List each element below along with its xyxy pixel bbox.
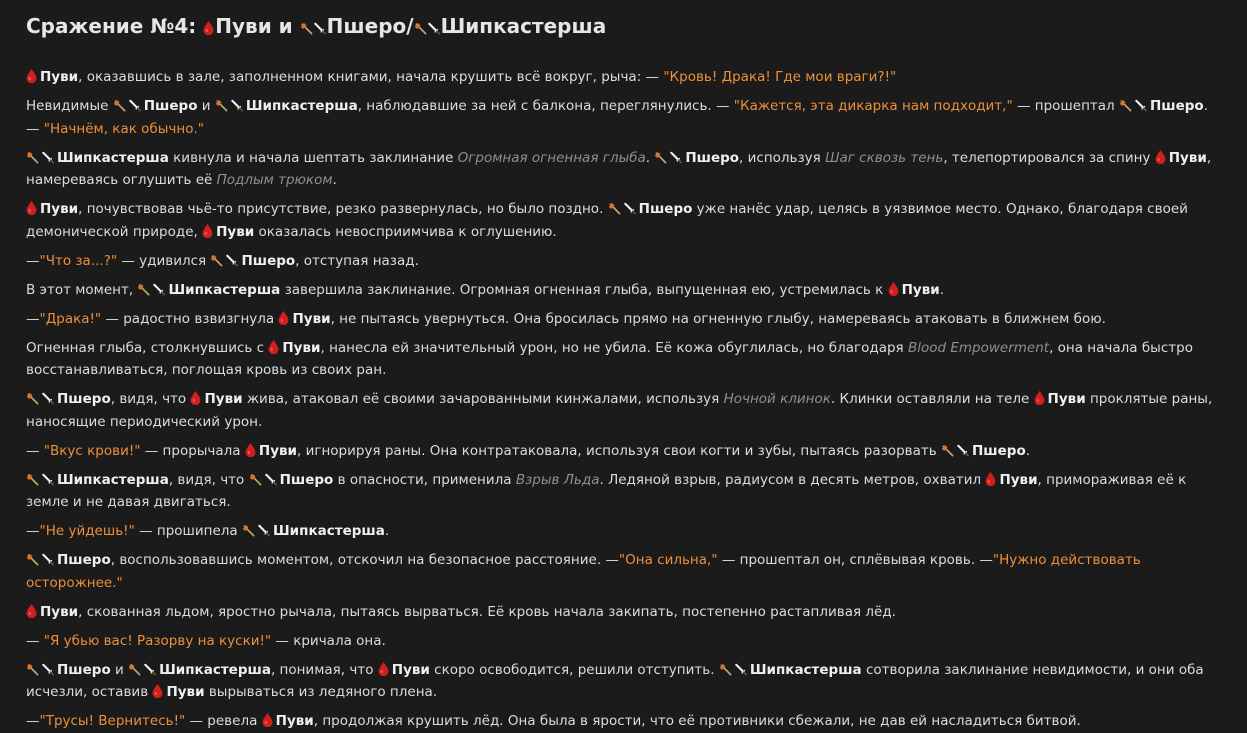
name-puvi: Пуви xyxy=(216,223,255,240)
dagger-icon xyxy=(42,473,54,486)
text: , воспользовавшись моментом, отскочил на безопасное расстояние. — xyxy=(110,552,619,568)
axe-icon xyxy=(300,14,313,42)
dagger-icon xyxy=(231,99,243,112)
text: сотворила заклинание невидимости, и они оба исчезли, оставив xyxy=(26,661,1204,700)
text: — xyxy=(26,713,40,729)
name-pshero: Пшеро xyxy=(241,252,296,269)
name-shipkasterha: Шипкастерша xyxy=(273,523,385,539)
text: . Ледяной взрыв, радиусом в десять метров, охватил xyxy=(599,471,986,488)
quote: "Что за...?" xyxy=(39,252,118,269)
name-pshero: Пшеро xyxy=(279,471,334,488)
text: , она начала быстро восстанавливаться, поглощая кровь из своих ран. xyxy=(26,339,1193,378)
name-puvi: Пуви xyxy=(204,391,243,407)
text: Невидимые xyxy=(26,98,113,114)
spell-name: Ночной клинок xyxy=(723,391,831,407)
name-puvi: Пуви xyxy=(1168,149,1207,166)
text: вырываться из ледяного плена. xyxy=(204,684,438,700)
quote: "Вкус крови!" xyxy=(43,442,141,459)
paragraph-13 xyxy=(26,549,1221,594)
axe-icon xyxy=(1119,99,1132,112)
name-pshero: Пшеро xyxy=(685,149,740,166)
blood-drop-icon xyxy=(26,604,37,618)
name-puvi: Пуви xyxy=(40,69,79,85)
quote: "Кровь! Драка! Где мои враги?!" xyxy=(663,69,897,85)
name-puvi: Пуви xyxy=(258,442,297,459)
name-puvi: Пуви xyxy=(40,201,79,217)
text: — xyxy=(26,523,40,539)
name-shipkasterha: Шипкастерша xyxy=(159,661,271,678)
quote: "Я убью вас! Разорву на куски!" xyxy=(43,632,272,649)
text: . xyxy=(332,172,337,188)
axe-icon xyxy=(249,473,262,486)
dagger-icon xyxy=(735,663,747,676)
blood-drop-icon xyxy=(245,443,256,457)
text: . xyxy=(939,281,944,298)
name-puvi: Пуви xyxy=(391,661,430,678)
text: — xyxy=(26,632,44,649)
text: проклятые раны, наносящие периодический урон. xyxy=(26,391,1213,430)
spell-name: Взрыв Льда xyxy=(515,471,600,488)
blood-drop-icon xyxy=(152,684,163,698)
paragraph-8 xyxy=(26,337,1221,382)
text: . xyxy=(1025,442,1031,459)
paragraph-7 xyxy=(26,308,1221,331)
name-puvi: Пуви xyxy=(40,603,79,620)
quote: "Она сильна," xyxy=(618,552,718,568)
dagger-icon xyxy=(314,14,326,42)
axe-icon xyxy=(654,151,667,164)
name-pshero: Пшеро xyxy=(1149,98,1204,114)
text: , намереваясь оглушить её xyxy=(26,149,1212,188)
name-pshero: Пшеро xyxy=(143,98,198,114)
dagger-icon xyxy=(1135,99,1147,112)
text: — прошептал он, сплёвывая кровь. — xyxy=(717,552,993,568)
text: , игнорируя раны. Она контратаковала, используя свои когти и зубы, пытаясь разорвать xyxy=(297,442,941,459)
dagger-icon xyxy=(153,283,165,296)
quote: "Начнём, как обычно." xyxy=(43,120,204,137)
axe-icon xyxy=(26,473,39,486)
axe-icon xyxy=(137,283,150,296)
spell-name: Подлым трюком xyxy=(216,172,333,188)
text: — кричала она. xyxy=(271,632,386,649)
text: скоро освободится, решили отступить. xyxy=(429,661,719,678)
paragraph-2 xyxy=(26,95,1221,140)
blood-drop-icon xyxy=(26,69,37,83)
blood-drop-icon xyxy=(190,391,201,405)
text: , понимая, что xyxy=(270,661,378,678)
paragraph-3 xyxy=(26,147,1221,192)
quote: "Драка!" xyxy=(39,310,102,327)
text: . — xyxy=(26,98,1208,137)
quote: "Кажется, эта дикарка нам подходит," xyxy=(733,98,1013,114)
spell-name: Шаг сквозь тень xyxy=(825,149,944,166)
text: , нанесла ей значительный урон, но не убила. Её кожа обуглилась, но благодаря xyxy=(320,339,908,356)
text: . xyxy=(645,149,655,166)
title-puvi: Пуви и xyxy=(215,14,293,38)
name-puvi: Пуви xyxy=(166,684,205,700)
text: — прорычала xyxy=(140,442,245,459)
text: , скованная льдом, яростно рычала, пытаясь вырваться. Её кровь начала закипать, постепенно растапливая лёд. xyxy=(78,603,896,620)
blood-drop-icon xyxy=(203,14,214,42)
name-pshero: Пшеро xyxy=(57,661,111,678)
blood-drop-icon xyxy=(1155,150,1166,164)
dagger-icon xyxy=(258,524,270,537)
axe-icon xyxy=(719,663,732,676)
text: — ревела xyxy=(185,713,262,729)
text: — прошипела xyxy=(134,523,242,539)
paragraph-1 xyxy=(26,66,1221,89)
text: , видя, что xyxy=(110,391,191,407)
text: , оказавшись в зале, заполненном книгами, начала крушить всё вокруг, рыча: — xyxy=(78,69,664,85)
text: — прошептал xyxy=(1012,98,1119,114)
text: . Клинки оставляли на теле xyxy=(830,391,1034,407)
name-shipkasterha: Шипкастерша xyxy=(245,98,358,114)
blood-drop-icon xyxy=(26,201,37,215)
axe-icon xyxy=(941,444,954,457)
dagger-icon xyxy=(42,392,54,405)
quote: "Нужно действовать осторожнее." xyxy=(26,552,1141,591)
text: , почувствовав чьё-то присутствие, резко развернулась, но было поздно. xyxy=(78,201,608,217)
dagger-icon xyxy=(428,14,440,42)
text: В этот момент, xyxy=(26,281,138,298)
axe-icon xyxy=(414,14,427,42)
name-puvi: Пуви xyxy=(1047,391,1086,407)
name-puvi: Пуви xyxy=(275,713,314,729)
name-shipkasterha: Шипкастерша xyxy=(749,661,862,678)
text: кивнула и начала шептать заклинание xyxy=(168,149,458,166)
dagger-icon xyxy=(144,663,156,676)
paragraph-12 xyxy=(26,520,1221,543)
text: — радостно взвизгнула xyxy=(101,310,279,327)
title-shipkasterha: Шипкастерша xyxy=(440,14,607,38)
axe-icon xyxy=(26,553,39,566)
blood-drop-icon xyxy=(378,662,389,676)
paragraph-14 xyxy=(26,601,1221,624)
text: , используя xyxy=(739,149,826,166)
name-pshero: Пшеро xyxy=(57,552,111,568)
blood-drop-icon xyxy=(278,311,289,325)
blood-drop-icon xyxy=(268,340,279,354)
dagger-icon xyxy=(265,473,277,486)
title-prefix: Сражение №4: xyxy=(26,14,197,38)
dagger-icon xyxy=(129,99,141,112)
text: и xyxy=(110,661,129,678)
spell-name: Blood Empowerment xyxy=(907,339,1050,356)
name-puvi: Пуви xyxy=(282,339,321,356)
quote: "Не уйдешь!" xyxy=(39,523,135,539)
text: , наблюдавшие за ней с балкона, переглянулись. — xyxy=(357,98,734,114)
blood-drop-icon xyxy=(888,282,899,296)
blood-drop-icon xyxy=(262,713,273,727)
title-pshero: Пшеро/ xyxy=(326,14,414,38)
axe-icon xyxy=(26,151,39,164)
name-shipkasterha: Шипкастерша xyxy=(168,281,281,298)
text: завершила заклинание. Огромная огненная глыба, выпущенная ею, устремилась к xyxy=(280,281,888,298)
paragraph-10 xyxy=(26,440,1221,463)
text: оказалась невосприимчива к оглушению. xyxy=(254,223,557,240)
paragraph-9 xyxy=(26,388,1221,433)
text: жива, атаковал её своими зачарованными кинжалами, используя xyxy=(242,391,724,407)
text: , продолжая крушить лёд. Она была в ярости, что её противники сбежали, не дав ей насладиться битвой. xyxy=(313,713,1081,729)
text: , телепортировался за спину xyxy=(943,149,1155,166)
dagger-icon xyxy=(42,663,54,676)
text: — xyxy=(26,310,40,327)
text: и xyxy=(197,98,215,114)
text: , не пытаясь увернуться. Она бросилась прямо на огненную глыбу, намереваясь атаковать в ближнем бою. xyxy=(330,310,1106,327)
axe-icon xyxy=(215,99,228,112)
blood-drop-icon xyxy=(202,224,213,238)
text: , отступая назад. xyxy=(295,252,419,269)
battle-title xyxy=(26,12,1221,42)
axe-icon xyxy=(242,524,255,537)
dagger-icon xyxy=(42,553,54,566)
name-puvi: Пуви xyxy=(999,471,1038,488)
name-pshero: Пшеро xyxy=(57,391,111,407)
name-puvi: Пуви xyxy=(901,281,940,298)
name-puvi: Пуви xyxy=(292,310,331,327)
paragraph-17 xyxy=(26,710,1221,733)
axe-icon xyxy=(26,392,39,405)
text: — удивился xyxy=(117,252,211,269)
quote: "Трусы! Вернитесь!" xyxy=(39,713,186,729)
paragraph-11 xyxy=(26,469,1221,514)
axe-icon xyxy=(26,663,39,676)
dagger-icon xyxy=(670,151,682,164)
text: , примораживая её к земле и не давая двигаться. xyxy=(26,471,1187,510)
paragraph-5 xyxy=(26,250,1221,273)
text: уже нанёс удар, целясь в уязвимое место. Однако, благодаря своей демонической природе, xyxy=(26,201,1188,240)
text: . xyxy=(384,523,390,539)
axe-icon xyxy=(128,663,141,676)
dagger-icon xyxy=(957,444,969,457)
dagger-icon xyxy=(42,151,54,164)
paragraph-6 xyxy=(26,279,1221,302)
axe-icon xyxy=(608,202,621,215)
dagger-icon xyxy=(226,254,238,267)
name-shipkasterha: Шипкастерша xyxy=(57,149,169,166)
paragraph-16 xyxy=(26,659,1221,704)
name-pshero: Пшеро xyxy=(971,442,1026,459)
dagger-icon xyxy=(624,202,636,215)
axe-icon xyxy=(210,254,223,267)
text: , видя, что xyxy=(168,471,249,488)
blood-drop-icon xyxy=(985,472,996,486)
text: Огненная глыба, столкнувшись с xyxy=(26,339,269,356)
paragraph-4 xyxy=(26,198,1221,243)
paragraph-15 xyxy=(26,630,1221,653)
name-pshero: Пшеро xyxy=(638,201,693,217)
text: — xyxy=(26,252,40,269)
text: в опасности, применила xyxy=(333,471,516,488)
axe-icon xyxy=(113,99,126,112)
spell-name: Огромная огненная глыба xyxy=(457,149,646,166)
blood-drop-icon xyxy=(1034,391,1045,405)
name-shipkasterha: Шипкастерша xyxy=(57,471,169,488)
text: — xyxy=(26,442,44,459)
